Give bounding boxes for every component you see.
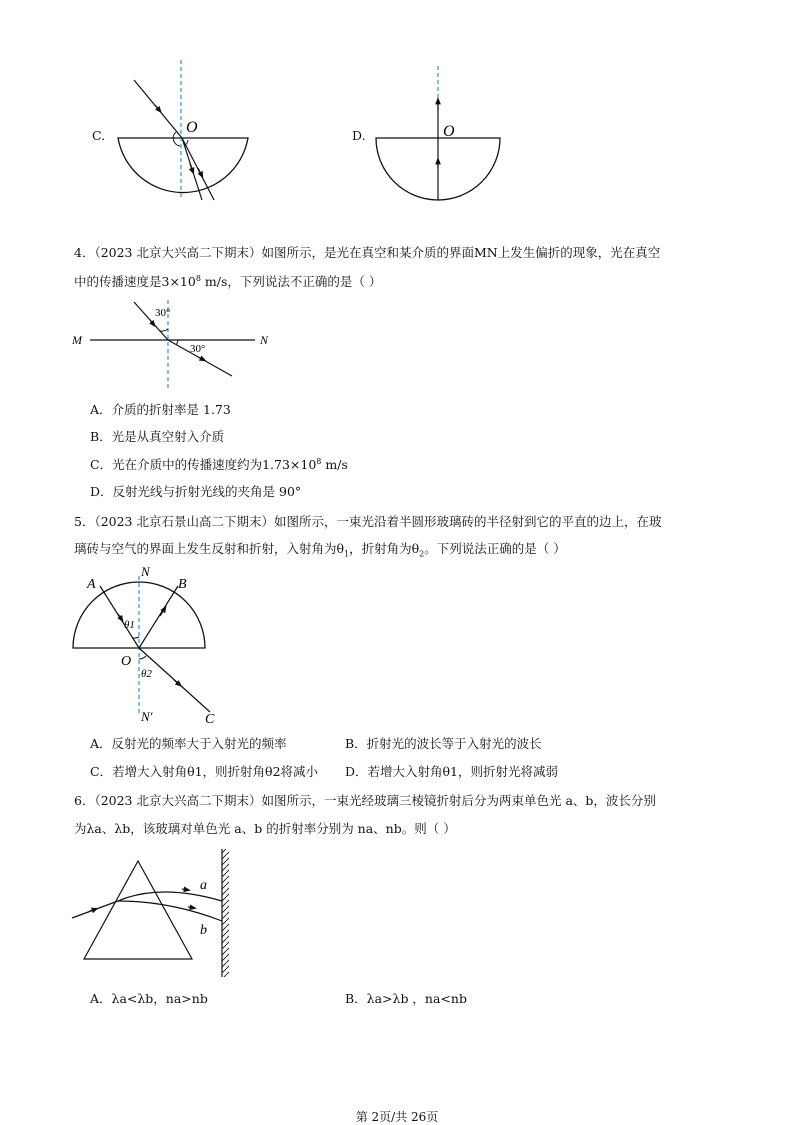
point-o-d: O [443, 123, 455, 140]
label-n: N [141, 564, 150, 579]
label-m: M [72, 333, 82, 347]
angle-30-top: 30° [155, 307, 171, 319]
q5-line1: 5．（2023 北京石景山高二下期末）如图所示，一束光沿着半圆形玻璃砖的半径射到它的平直的边上，在玻 [74, 514, 662, 529]
label-b: b [200, 923, 207, 938]
q6-option-a: A．λa<λb，na>nb [90, 991, 208, 1006]
q6-line2: 为λa、λb，该玻璃对单色光 a、b 的折射率分别为 na、nb。则（ ） [74, 821, 456, 836]
label-a: A [87, 577, 96, 592]
label-n: N [260, 333, 269, 347]
label-b: B [178, 577, 187, 592]
q4-option-c: C．光在介质中的传播速度约为$1.73\times 10^8$ m/s [90, 457, 348, 473]
q6-option-b: B．λa>λb ，na<nb [345, 991, 467, 1006]
diagram-q5 [70, 566, 230, 726]
q5-option-b: B．折射光的波长等于入射光的波长 [345, 736, 542, 751]
diagram-q6 [70, 843, 240, 983]
diagram-option-d [370, 60, 510, 205]
option-c-label: C. [92, 128, 106, 143]
diagram-q4 [70, 300, 280, 392]
q5-line2: 璃砖与空气的界面上发生反射和折射，入射角为$\theta_1$，折射角为$\theta_2$。下列说法正确的是（ ） [74, 541, 566, 559]
label-theta1: θ1 [124, 619, 135, 631]
q4-option-b: B．光是从真空射入介质 [90, 429, 225, 444]
point-o-c: O [186, 119, 198, 136]
label-c: C [205, 712, 215, 727]
label-n-prime: N′ [141, 709, 153, 724]
q5-option-c: C．若增大入射角θ1，则折射角θ2将减小 [90, 764, 319, 779]
label-a: a [200, 878, 207, 893]
q5-option-a: A．反射光的频率大于入射光的频率 [90, 736, 287, 751]
page-footer: 第 2页/共 26页 [355, 1110, 439, 1124]
q4-line1: 4．（2023 北京大兴高二下期末）如图所示，是光在真空和某介质的界面MN上发生偏折的现象，光在真空 [74, 245, 661, 260]
label-theta2: θ2 [141, 668, 152, 680]
q6-line1: 6．（2023 北京大兴高二下期末）如图所示，一束光经玻璃三棱镜折射后分为两束单色光 a、b，波长分别 [74, 793, 656, 808]
label-o: O [121, 654, 132, 669]
q5-option-d: D．若增大入射角θ1，则折射光将减弱 [345, 764, 559, 779]
angle-30-bottom: 30° [190, 343, 206, 355]
q4-line2: 中的传播速度是$3\times 10^8$ m/s，下列说法不正确的是（ ） [74, 274, 382, 290]
q4-option-d: D．反射光线与折射光线的夹角是 90° [90, 484, 302, 499]
option-d-label: D. [352, 128, 366, 143]
diagram-option-c [110, 60, 260, 205]
q4-option-a: A．介质的折射率是 1.73 [90, 402, 231, 417]
